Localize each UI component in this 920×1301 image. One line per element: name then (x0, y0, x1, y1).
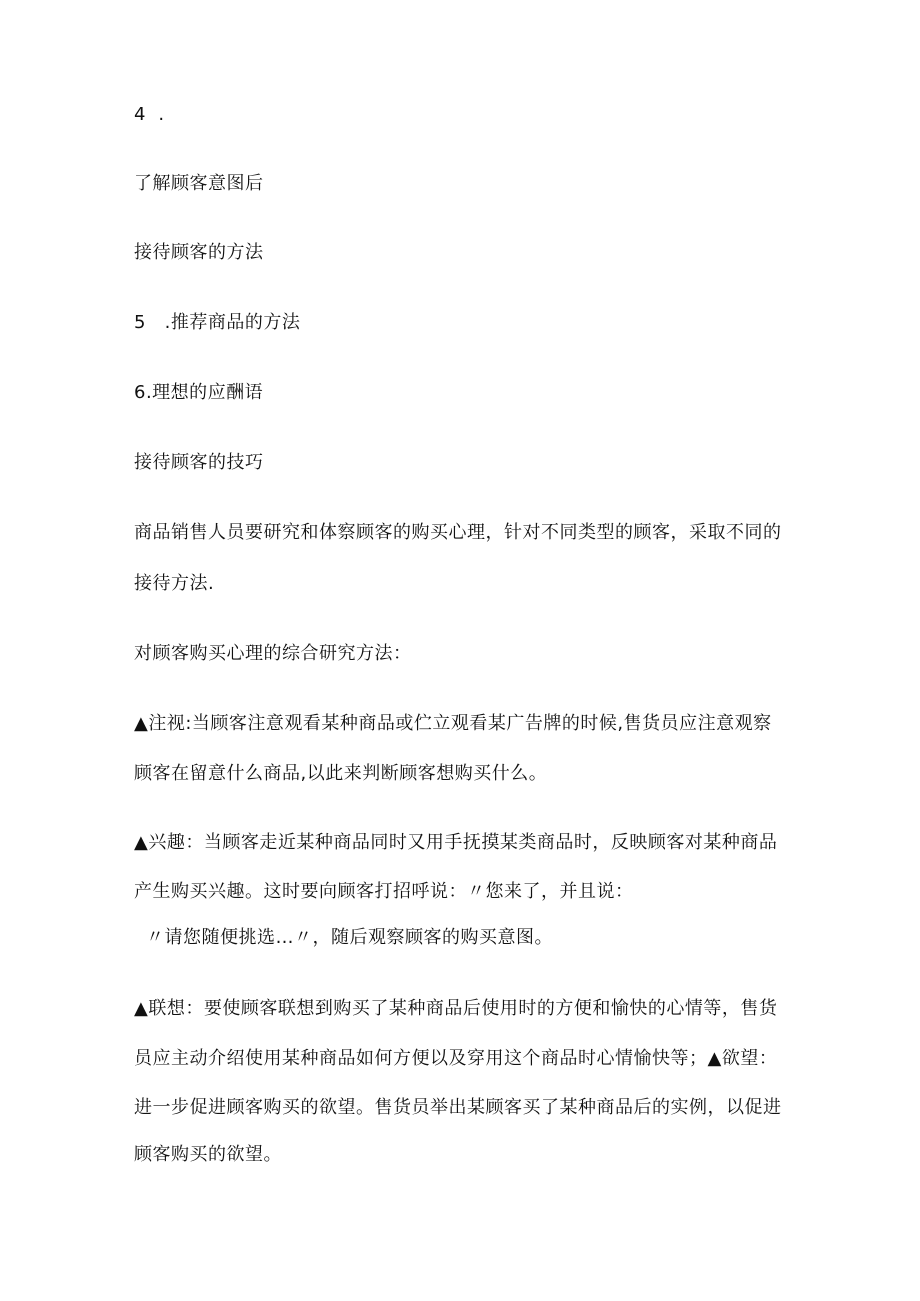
bullet-attention-line: ▲注视:当顾客注意观看某种商品或伫立观看某广告牌的时候,售货员应注意观察 (134, 713, 772, 734)
bullet-desire-line: 顾客购买的欲望。 (134, 1144, 282, 1165)
bullet-interest-line: ▲兴趣：当顾客走近某种商品同时又用手抚摸某类商品时，反映顾客对某种商品 (134, 832, 778, 853)
bullet-interest-line: 产生购买兴趣。这时要向顾客打招呼说：〃您来了，并且说： (134, 881, 634, 902)
bullet-interest-line: 〃请您随便挑选…〃，随后观察顾客的购买意图。 (146, 927, 553, 948)
bullet-association-line: 员应主动介绍使用某种商品如何方便以及穿用这个商品时心情愉快等；▲欲望： (134, 1048, 778, 1069)
paragraph-line: 接待方法. (134, 573, 215, 594)
heading-understand-intent: 了解顾客意图后 (134, 173, 264, 194)
bullet-desire-line: 进一步促进顾客购买的欲望。售货员举出某顾客买了某种商品后的实例，以促进 (134, 1097, 782, 1118)
bullet-attention-line: 顾客在留意什么商品,以此来判断顾客想购买什么。 (134, 763, 548, 784)
heading-item-4: 4 . (134, 104, 165, 125)
paragraph-line: 商品销售人员要研究和体察顾客的购买心理，针对不同类型的顾客，采取不同的 (134, 522, 782, 543)
heading-item-5: 5 .推荐商品的方法 (134, 312, 301, 333)
bullet-association-line: ▲联想：要使顾客联想到购买了某种商品后使用时的方便和愉快的心情等，售货 (134, 998, 778, 1019)
paragraph-line: 对顾客购买心理的综合研究方法： (134, 643, 412, 664)
heading-reception-method: 接待顾客的方法 (134, 242, 264, 263)
heading-reception-skills: 接待顾客的技巧 (134, 452, 264, 473)
heading-item-6: 6.理想的应酬语 (134, 382, 264, 403)
